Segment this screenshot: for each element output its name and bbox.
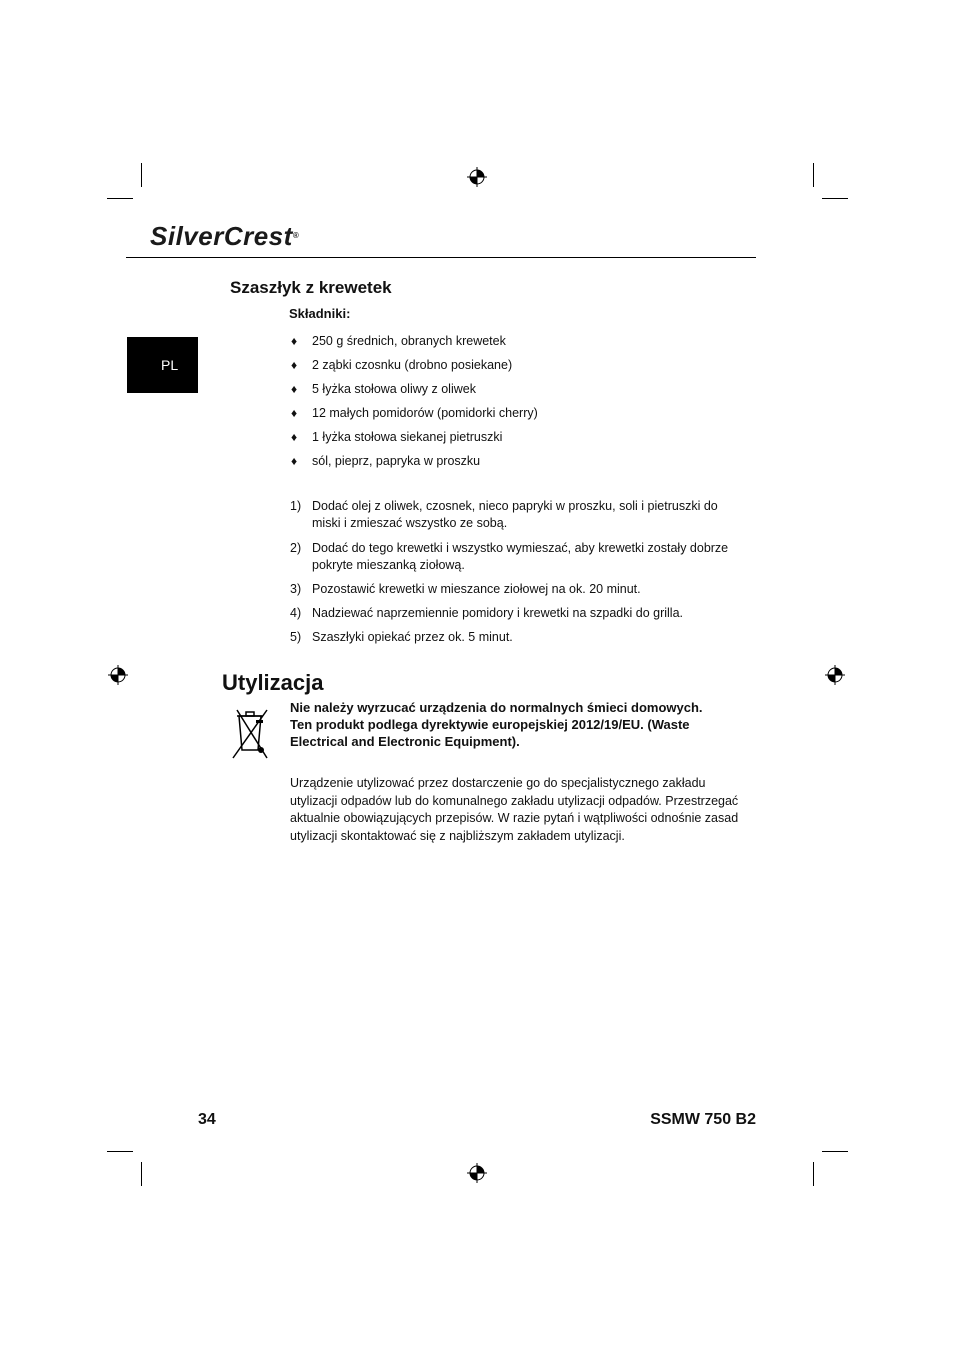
step-number: 2) [290,541,302,555]
list-item [291,453,480,469]
diamond-bullet-icon: ♦ [291,334,298,348]
brand-logo [150,222,299,250]
step-item [290,581,740,598]
step-text: Nadziewać naprzemiennie pomidory i krewetki na szpadki do grilla. [312,606,684,620]
step-item [290,498,740,532]
diamond-bullet-icon: ♦ [291,382,298,396]
language-tab [127,337,198,393]
list-item [291,333,506,349]
registration-mark-icon [825,665,845,685]
step-number: 3) [290,582,302,596]
registration-mark-icon [467,167,487,187]
ingredient-text: 1 łyżka stołowa siekanej pietruszki [312,430,503,444]
ingredient-text: 250 g średnich, obranych krewetek [312,334,506,348]
diamond-bullet-icon: ♦ [291,430,298,444]
diamond-bullet-icon: ♦ [291,358,298,372]
header-divider [126,257,756,258]
crop-mark [822,198,848,199]
page-number: 34 [198,1111,216,1128]
list-item [291,405,538,421]
step-number: 5) [290,630,302,644]
model-number: SSMW 750 B2 [650,1111,756,1128]
ingredients-heading: Składniki: [289,306,351,321]
crop-mark [141,1162,142,1186]
ingredient-text: 5 łyżka stołowa oliwy z oliwek [312,382,476,396]
crop-mark [141,163,142,187]
registered-mark: ® [292,231,300,240]
crop-mark [813,163,814,187]
crop-mark [822,1151,848,1152]
step-number: 4) [290,606,302,620]
step-number: 1) [290,499,302,513]
list-item [291,429,502,445]
recipe-title: Szaszłyk z krewetek [230,278,392,297]
step-text: Dodać olej z oliwek, czosnek, nieco papryki w proszku, soli i pietruszki do miski i zmieszać wszystko ze sobą. [312,499,718,530]
step-item [290,605,740,622]
brand-name: SilverCrest [150,221,293,251]
step-item [290,629,740,646]
ingredient-text: 12 małych pomidorów (pomidorki cherry) [312,406,538,420]
ingredient-text: 2 ząbki czosnku (drobno posiekane) [312,358,513,372]
registration-mark-icon [108,665,128,685]
list-item [291,381,476,397]
step-text: Dodać do tego krewetki i wszystko wymieszać, aby krewetki zostały dobrze pokryte mieszanką ziołową. [312,541,729,572]
diamond-bullet-icon: ♦ [291,406,298,420]
language-label: PL [161,357,179,373]
list-item [291,357,512,373]
crop-mark [107,1151,133,1152]
disposal-body: Urządzenie utylizować przez dostarczenie go do specjalistycznego zakładu utylizacji odpadów lub do komunalnego zakładu utylizacji odpadów. Przestrzegać aktualnie obowiązujących przepisów. W razie pytań i wątpliwości odnośnie zasad utylizacji skontaktować się z najbliższym zakładem utylizacji. [290,776,739,843]
disposal-warning [290,699,730,750]
ingredient-text: sól, pieprz, papryka w proszku [312,454,481,468]
warning-text: Nie należy wyrzucać urządzenia do normalnych śmieci domowych. [290,700,703,715]
directive-text: Ten produkt podlega dyrektywie europejskiej 2012/19/EU. (Waste Electrical and Electronic Equipment). [290,717,690,749]
diamond-bullet-icon: ♦ [291,454,298,468]
crop-mark [107,198,133,199]
step-text: Pozostawić krewetki w mieszance ziołowej na ok. 20 minut. [312,582,641,596]
disposal-title: Utylizacja [222,670,324,695]
registration-mark-icon [467,1163,487,1183]
crossed-out-wheelie-bin-icon [225,700,275,764]
crop-mark [813,1162,814,1186]
step-item [290,540,740,574]
step-text: Szaszłyki opiekać przez ok. 5 minut. [312,630,513,644]
